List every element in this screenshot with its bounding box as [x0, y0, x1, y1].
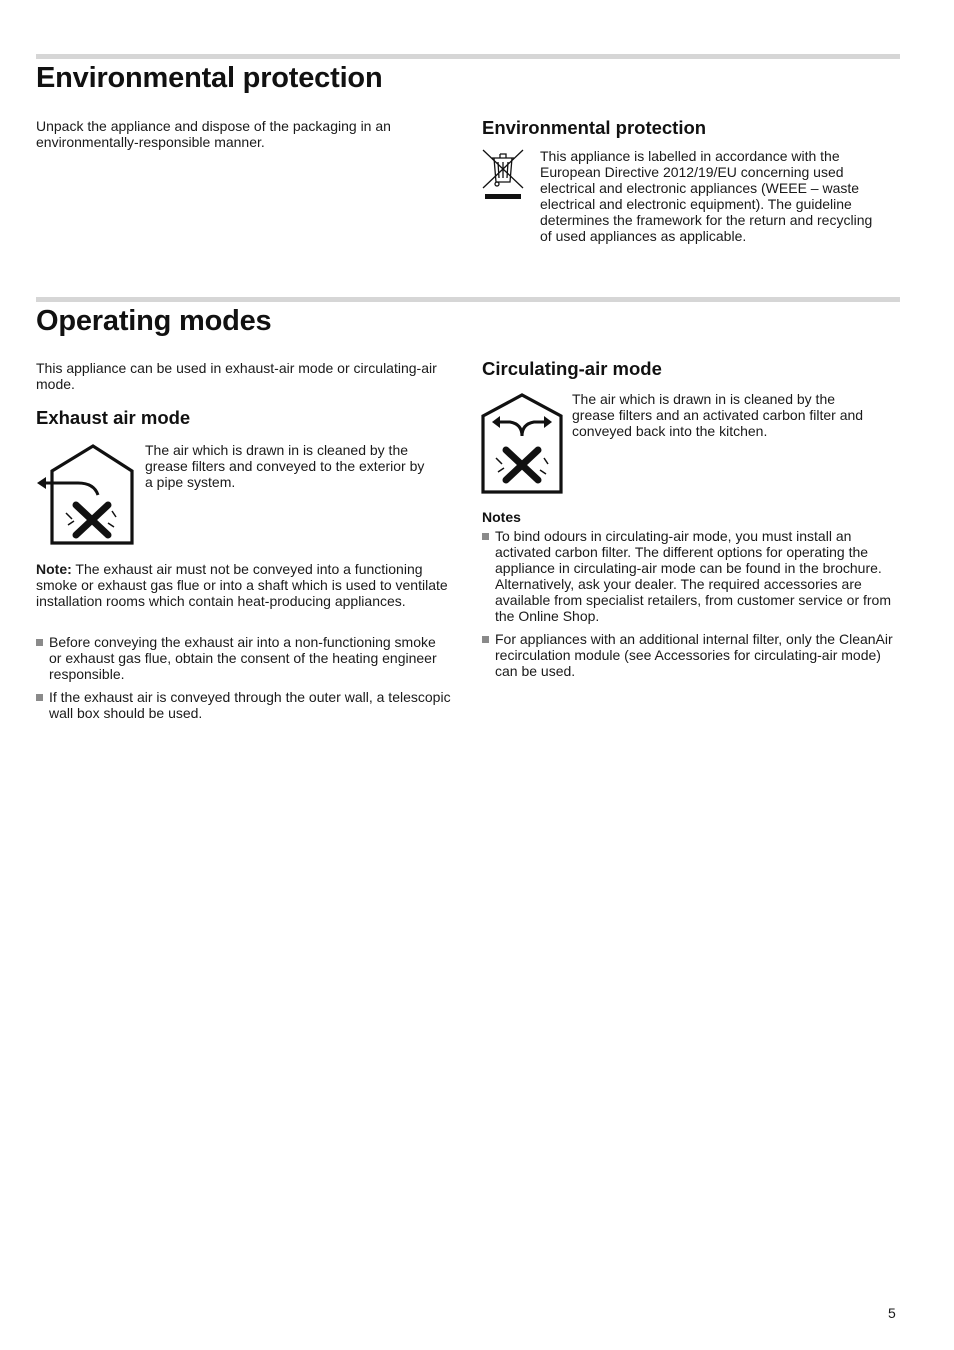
- circulating-air-text: The air which is drawn in is cleaned by the grease filters and an activated carbon filter and conveyed back into the kitchen.: [572, 391, 864, 439]
- section-title-operating-modes: Operating modes: [36, 305, 272, 337]
- bullet-square-icon: [36, 694, 43, 701]
- weee-text: This appliance is labelled in accordance with the European Directive 2012/19/EU concerning used electrical and electronic appliances (WEEE – waste electrical and electronic equipment). The guideline determines the framework for the return and recycling of used appliances as applicable.: [540, 148, 873, 244]
- circulating-air-mode-title: Circulating-air mode: [482, 358, 662, 379]
- note-text: The exhaust air must not be conveyed into a functioning smoke or exhaust gas flue or into a shaft which is used to ventilate installation rooms which contain heat-producing appliances.: [36, 561, 448, 609]
- list-item: For appliances with an additional internal filter, only the CleanAir recirculation module (see Accessories for circulating-air mode) can be used.: [482, 631, 900, 679]
- list-item: Before conveying the exhaust air into a non-functioning smoke or exhaust gas flue, obtain the consent of the heating engineer responsible.: [36, 634, 452, 682]
- note-label: Note:: [36, 561, 72, 577]
- list-item: To bind odours in circulating-air mode, you must install an activated carbon filter. The different options for operating the appliance in circulating-air mode can be found in the brochure. Alternatively, ask your dealer. The required accessories are available from specialist retailers, from customer service or from the Online Shop.: [482, 528, 900, 624]
- bullet-square-icon: [482, 636, 489, 643]
- list-item: If the exhaust air is conveyed through the outer wall, a telescopic wall box should be used.: [36, 689, 452, 721]
- env-subtitle: Environmental protection: [482, 117, 707, 138]
- bullet-square-icon: [482, 533, 489, 540]
- env-intro-text: Unpack the appliance and dispose of the packaging in an environmentally-responsible manner.: [36, 118, 391, 150]
- circulating-air-house-icon: [480, 392, 564, 494]
- exhaust-air-mode-title: Exhaust air mode: [36, 407, 191, 428]
- section-title-environmental-protection: Environmental protection: [36, 62, 383, 94]
- page-number: 5: [888, 1305, 896, 1321]
- modes-intro-text: This appliance can be used in exhaust-air mode or circulating-air mode.: [36, 360, 437, 392]
- section-divider-top: [36, 54, 900, 59]
- notes-title: Notes: [482, 509, 521, 525]
- exhaust-air-text: The air which is drawn in is cleaned by the grease filters and conveyed to the exterior by a pipe system.: [145, 442, 425, 490]
- exhaust-air-house-icon: [36, 443, 134, 545]
- section-divider-operating-modes: [36, 297, 900, 302]
- bullet-square-icon: [36, 639, 43, 646]
- crossed-out-wheelie-bin-icon: [480, 148, 526, 200]
- exhaust-note: [36, 561, 451, 609]
